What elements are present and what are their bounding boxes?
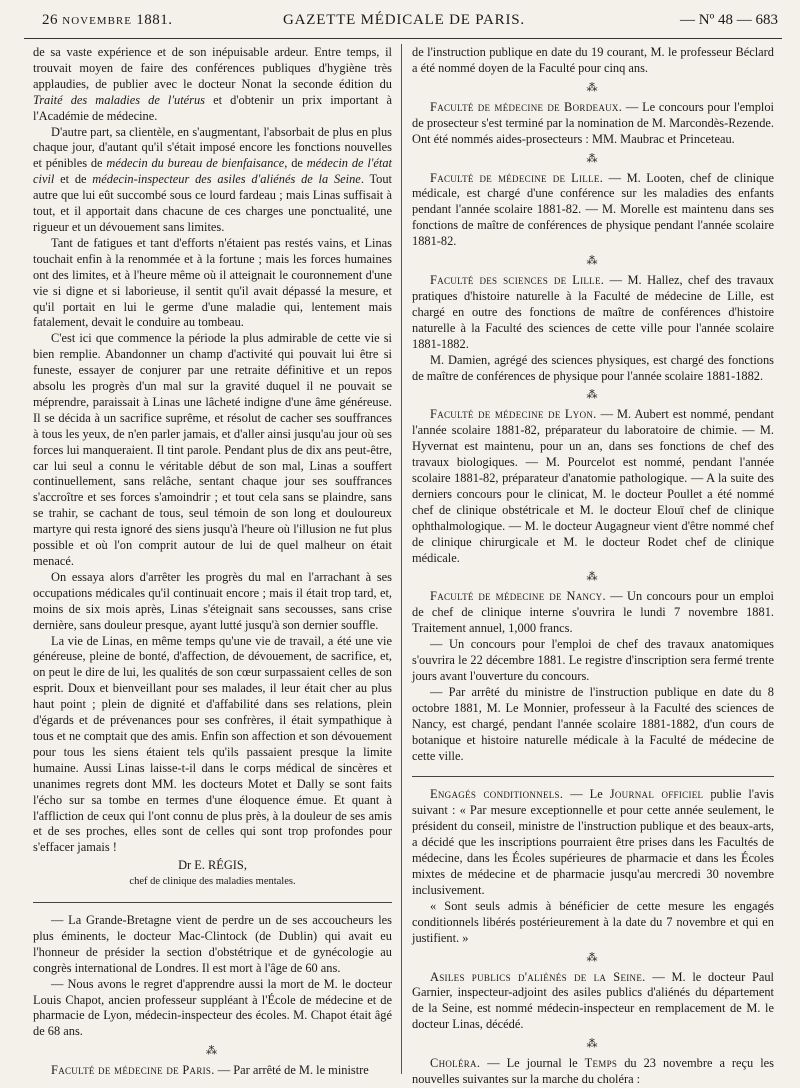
header-rule [24, 38, 782, 39]
paragraph: de l'instruction publique en date du 19 courant, M. le professeur Béclard a été nommé doyen de la Faculté pour cinq ans. [412, 45, 774, 75]
section-heading: Faculté des sciences de Lille. [430, 273, 605, 288]
paragraph: Asiles publics d'aliénés de la Seine. — M. le docteur Paul Garnier, inspecteur-adjoint des asiles publics d'aliénés du département de la Seine, est nommé médecin-inspecteur en remplacement de M. le docteur Linas, décédé. [412, 969, 774, 1032]
section-heading: Faculté de médecine de Lille. [430, 170, 604, 185]
page-header [30, 12, 778, 38]
paragraph: On essaya alors d'arrêter les progrès du mal en l'arrachant à ses occupations médicales qu'il continuait encore ; mais il était trop tard, et, moins de six mois après, Linas s'éteignait sans secousses, sans crise dernière, sans douleur presque, ayant lutté jusqu'à son dernier souffle. [33, 569, 392, 632]
paragraph: Faculté de médecine de Lyon. — M. Aubert est nommé, pendant l'année scolaire 1881-82, préparateur du laboratoire de chimie. — M. Hyvernat est maintenu, pour un an, dans ses fonctions de chef des travaux biologiques. — M. Pourcelot est nommé, pendant l'année scolaire 1881-82, préparateur d'anatomie pathologique. — A la suite des derniers concours pour le clinicat, M. le docteur Poullet a été nommé chef de clinique obstétricale et M. le docteur Elouï chef de clinique ophthalmologique. — M. le docteur Augagneur vient d'être nommé chef de clinique chirurgicale et M. le docteur Rodet chef de clinique médicale. [412, 407, 774, 565]
paragraph: La vie de Linas, en même temps qu'une vie de travail, a été une vie généreuse, pleine de bonté, d'affection, de dévouement, de sacrifice, et, on peut le dire de lui, les qualités de son cœur surpassaient celles de son esprit. Doux et bienveillant pour ses malades, il leur était cher au plus haut point ; plein de dignité et d'affabilité dans ses relations, plein d'égards et de prévenances pour ses confrères, il était sympathique à tous et ne comptait que des amis. Enfin son affection et son dévouement pour tous les siens étaient tels qu'ils passaient presque la limite humaine. Aussi Linas laisse-t-il dans le corps médical de sincères et unanimes regrets dont MM. les docteurs Motet et Dally se sont faits l'écho sur sa tombe en termes d'une éloquence émue. Et quant à l'affliction de ceux qui l'ont connu de plus près, à la douleur de ses amis et de ses proches, elles sont de celles qui sont trop profondes pour s'effacer jamais ! [33, 633, 392, 855]
section-heading: Choléra. [430, 1056, 481, 1071]
asterism: ⁂ [586, 389, 600, 402]
section-heading: Faculté de médecine de Bordeaux. [430, 99, 623, 114]
paragraph: D'autre part, sa clientèle, en s'augmentant, l'absorbait de plus en plus chaque jour, d'autant qu'il s'était imposé encore les fonctions nouvelles et pénibles de médecin du bureau de bienfaisance, de médecin de l'état civil et de médecin-inspecteur des asiles d'aliénés de la Seine. Tout autre que lui eût succombé sous ce lourd fardeau ; mais Linas suffisait à tout, et il apportait dans chacune de ces charges une ponctualité, une rigueur et un dévouement sans limites. [33, 124, 392, 234]
paragraph: « Sont seuls admis à bénéficier de cette mesure les engagés conditionnels libérés postérieurement à la date du 7 novembre et qui en justifient. » [412, 898, 774, 945]
journal-title: GAZETTE MÉDICALE DE PARIS. [283, 12, 525, 28]
paragraph: — Nous avons le regret d'apprendre aussi la mort de M. le docteur Louis Chapot, ancien professeur suppléant à l'École de médecine et de pharmacie de Lyon, médecin-inspecteur des écoles. M. Chapot était âgé de 68 ans. [33, 976, 392, 1039]
asterism: ⁂ [586, 571, 600, 584]
paragraph: — La Grande-Bretagne vient de perdre un de ses accoucheurs les plus éminents, le docteur Mac-Clintock (de Dublin) qui avait eu l'honneur de présider la section d'obstétrique et de gynécologie au congrès international de Londres. Il est mort à l'âge de 60 ans. [33, 913, 392, 975]
left-column [33, 45, 392, 1078]
paragraph: de sa vaste expérience et de son inépuisable ardeur. Entre temps, il trouvait moyen de faire des conférences publiques d'hygiène très applaudies, de publier avec le docteur Nonat la seconde édition du Traité des maladies de l'utérus et d'obtenir un prix important à l'Académie de médecine. [33, 45, 392, 123]
asterism: ⁂ [586, 81, 600, 94]
paragraph: Engagés conditionnels. — Le Journal officiel publie l'avis suivant : « Par mesure exceptionnelle et pour cette année seulement, le président du conseil, ministre de l'instruction publique et des beaux-arts, a décidé que les inscriptions pourraient être prises dans les Facultés de médecine, dans les Écoles supérieures de pharmacie et dans les Écoles mixtes de médecine et de pharmacie jusqu'au mercredi 30 novembre inclusivement. [412, 787, 774, 897]
paragraph: Faculté de médecine de Nancy. — Un concours pour un emploi de chef de clinique interne s'ouvrira le lundi 7 novembre 1881. Traitement annuel, 1,000 francs. [412, 589, 775, 636]
asterism: ⁂ [586, 255, 600, 268]
paragraph: Tant de fatigues et tant d'efforts n'étaient pas restés vains, et Linas touchait enfin à la renommée et à la fortune ; mais les forces humaines ont des limites, et à l'heure même où il atteignait le couronnement d'une vie si digne et si laborieuse, il sentit qu'il avait dépassé la mesure, et qu'il portait en lui le germe d'une maladie qui, lentement mais fatalement, devait le conduire au tombeau. [33, 235, 392, 330]
paragraph: M. Damien, agrégé des sciences physiques, est chargé des fonctions de maître de conférences de physique pour l'année scolaire 1881-1882. [412, 352, 774, 383]
section-heading: Asiles publics d'aliénés de la Seine. [430, 969, 646, 984]
paragraph: C'est ici que commence la période la plus admirable de cette vie si bien remplie. Abandonner un champ d'activité qui pouvait lui être si funeste, essayer de conjurer par une retraite définitive et un repos absolu les progrès d'un mal sur la gravité duquel il ne pouvait se méprendre, paraissait à Linas une lâcheté indigne d'une âme généreuse. Il se décida à un sacrifice suprême, et résolut de cacher ses souffrances à tous les yeux, de n'en parler jamais, et d'aller ainsi jusqu'au jour où ses forces lui manqueraient. Il tint parole. Pendant plus de dix ans peut-être, car lui seul a connu le véritable début de son mal, Linas a souffert continuellement, sans relâche, sentant chaque jour ses souffrances s'accroître et ses forces s'amoindrir ; et tout cela sans se plaindre, sans se trahir, se cachant de tous, seul témoin de son long et douloureux martyre qui resta ignoré des siens jusqu'à l'heure où l'illusion ne fut plus possible et où l'on comprit autour de lui de quel malheur on était menacé. [33, 331, 392, 568]
section-rule [412, 776, 774, 777]
section-heading: Faculté de médecine de Paris. [51, 1063, 215, 1078]
column-separator [401, 44, 402, 1074]
asterism: ⁂ [586, 152, 600, 165]
asterism: ⁂ [586, 1038, 600, 1051]
right-column [412, 45, 775, 1087]
paragraph: — Un concours pour l'emploi de chef des travaux anatomiques s'ouvrira le 22 décembre 1881. Le registre d'inscription sera fermé trente jours avant l'ouverture du concours. [412, 637, 774, 683]
paragraph: Faculté de médecine de Bordeaux. — Le concours pour l'emploi de prosecteur s'est terminé par la nomination de M. Marcondès-Rezende. Ont été nommés aides-prosecteurs : MM. Maubrac et Princeteau. [412, 99, 774, 146]
section-heading: Faculté de médecine de Lyon. [430, 407, 597, 422]
paragraph: Faculté des sciences de Lille. — M. Hallez, chef des travaux pratiques d'histoire naturelle à la Faculté de médecine de Lille, est chargé en outre des fonctions de maître de conférences d'histoire naturelle à la Faculté des sciences de cette ville pour l'année scolaire 1881-1882. [412, 273, 774, 351]
asterism: ⁂ [586, 951, 600, 964]
paragraph: — Par arrêté du ministre de l'instruction publique en date du 8 octobre 1881, M. Le Monnier, professeur à la Faculté des sciences de Nancy, est chargé, pendant l'année scolaire 1881-1882, d'un cours de botanique et histoire naturelle médicale à la Faculté de médecine de cette ville. [412, 684, 774, 763]
section-heading: Faculté de médecine de Nancy. [430, 589, 606, 604]
issue-number: — Nº 48 — 683 [680, 12, 778, 28]
asterism: ⁂ [206, 1045, 219, 1058]
section-rule [33, 902, 392, 903]
section-heading: Engagés conditionnels. [430, 787, 564, 802]
paragraph: Faculté de médecine de Paris. — Par arrêté de M. le ministre [51, 1063, 369, 1078]
author-title: chef de clinique des maladies mentales. [129, 876, 296, 888]
author-signature: Dr E. RÉGIS, [178, 858, 247, 873]
issue-date: 26 NOVEMBRE 1881. [42, 12, 173, 28]
paragraph: Choléra. — Le journal le Temps du 23 novembre a reçu les nouvelles suivantes sur la marche du choléra : [412, 1056, 774, 1087]
paragraph: Faculté de médecine de Lille. — M. Looten, chef de clinique médicale, est chargé d'une conférence sur les maladies des enfants pendant l'année scolaire 1881-82. — M. Morelle est maintenu dans ses fonctions de maître de conférences de physique pendant l'année scolaire 1881-82. [412, 170, 774, 249]
